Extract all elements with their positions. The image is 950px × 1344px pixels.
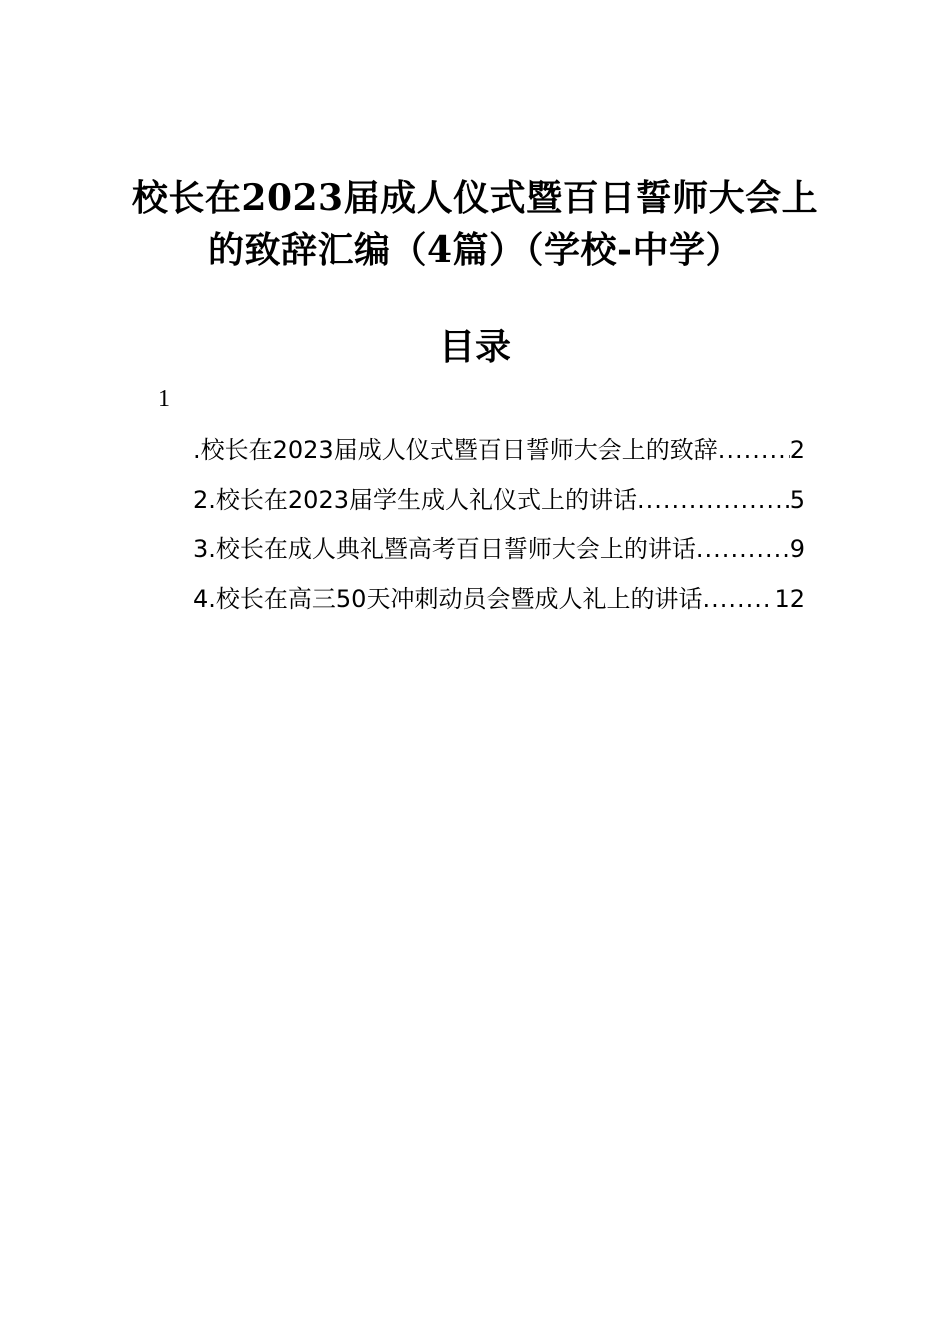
toc-stray-number: 1 [158, 386, 170, 412]
toc-entry-page: 5 [789, 485, 805, 514]
toc-entry-1[interactable] [193, 430, 805, 480]
toc-heading: 目录 [438, 326, 511, 368]
toc-entry-page: 2 [789, 436, 805, 464]
toc-entry-number: 3 [193, 535, 209, 563]
toc-entry-4[interactable] [193, 579, 805, 629]
document-title-line-1: 校长在2023届成人仪式暨百日誓师大会上 [131, 177, 819, 219]
toc-entry-text: .校长在高三50天冲刺动员会暨成人礼上的讲话 [208, 584, 703, 613]
toc-entry-text: .校长在2023届成人仪式暨百日誓师大会上的致辞 [193, 436, 718, 464]
toc-entry-3[interactable] [193, 529, 805, 579]
toc-dot-leader [696, 529, 790, 569]
toc-dot-leader [637, 480, 790, 520]
toc-dot-leader [718, 430, 790, 470]
toc-entry-number: 4 [193, 584, 209, 613]
toc-entry-page: 12 [774, 584, 805, 613]
toc-entry-number: 2 [193, 485, 209, 514]
toc-entry-text: .校长在成人典礼暨高考百日誓师大会上的讲话 [208, 535, 696, 563]
document-title-line-2: 的致辞汇编（4篇）（学校-中学） [208, 229, 742, 271]
document-title [130, 172, 820, 276]
toc-dot-leader [702, 579, 774, 619]
table-of-contents [193, 430, 805, 628]
toc-entry-2[interactable] [193, 480, 805, 530]
toc-entry-page: 9 [789, 535, 805, 563]
toc-entry-text: .校长在2023届学生成人礼仪式上的讲话 [208, 485, 637, 514]
